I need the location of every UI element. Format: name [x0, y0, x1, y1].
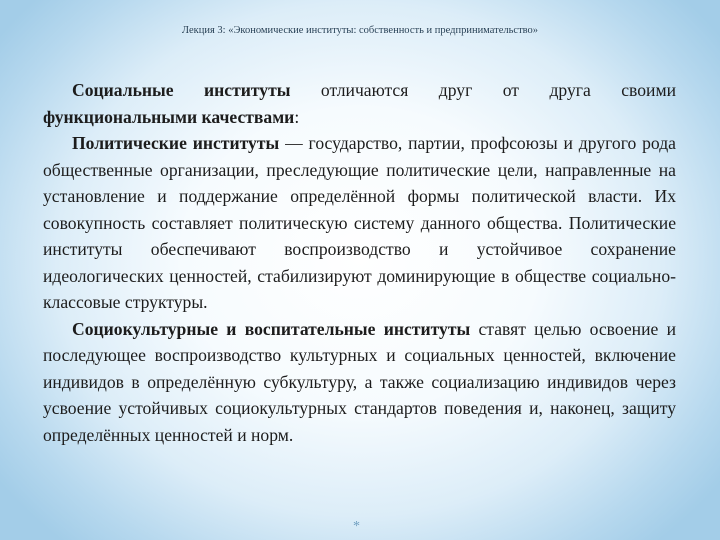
term-political-institutes: Политические институты — [72, 133, 280, 153]
term-functional-qualities: функциональными качествами — [43, 106, 295, 127]
footer-asterisk: * — [353, 519, 360, 534]
paragraph-political-institutes — [43, 130, 676, 316]
slide-title: Лекция 3: «Экономические институты: собственность и предпринимательство» — [181, 25, 539, 36]
paragraph-sociocultural-institutes — [43, 316, 676, 449]
term-sociocultural-institutes: Социокультурные и воспитательные институты — [72, 318, 471, 339]
paragraph-text: ставят целью освоение и последующее воспроизводство культурных и социальных ценностей, включение индивидов в определённую субкультуру, а также социализацию индивидов через усвоение устойчивых социокультурных стандартов поведения и, наконец, защиту определённых ценностей и норм. — [43, 318, 677, 445]
paragraph-tail: : — [294, 106, 300, 127]
slide-body — [43, 77, 676, 448]
term-social-institutes: Социальные институты — [72, 80, 291, 100]
paragraph-text: отличаются друг от друга своими — [290, 80, 676, 100]
paragraph-social-institutes — [43, 77, 676, 130]
paragraph-text: — государство, партии, профсоюзы и другого рода общественные организации, преследующие политические цели, направленные на установление и поддержание определённой формы политической власти. Их совокупность составляет политическую систему данного общества. Политические институты обеспечивают воспроизводство и устойчивое сохранение идеологических ценностей, стабилизируют доминирующие в обществе социально-классовые структуры. — [43, 133, 676, 312]
